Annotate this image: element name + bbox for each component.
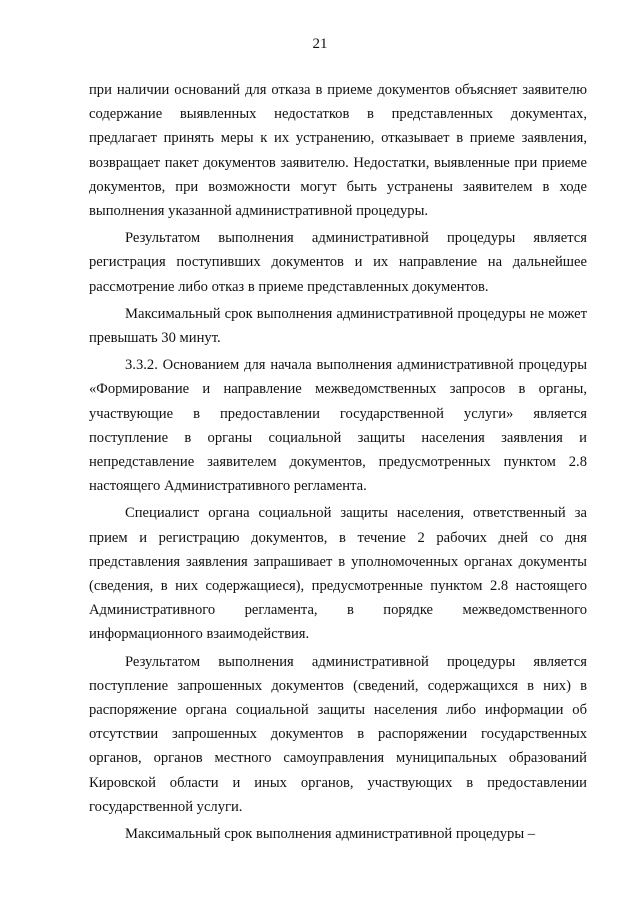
- paragraph-procedure-result-documents: Результатом выполнения административной процедуры является поступление запрошенных документов (сведений, содержащихся в них) в распоряжение органа социальной защиты населения либо информации об отсутствии запрошенных документов в распоряжении государственных органов, органов местного самоуправления муниципальных образований Кировской области и иных органов, участвующих в предоставлении государственной услуги.: [89, 653, 587, 815]
- paragraph-section-3-3-2: 3.3.2. Основанием для начала выполнения административной процедуры «Формирование и направление межведомственных запросов в органы, участвующие в предоставлении государственной услуги» является поступление в органы социальной защиты населения заявления и непредставление заявителем документов, предусмотренных пунктом 2.8 настоящего Административного регламента.: [89, 357, 587, 495]
- paragraph-refusal-continuation: при наличии оснований для отказа в приеме документов объясняет заявителю содержание выявленных недостатков в представленных документах, предлагает принять меры к их устранению, отказывает в приеме заявления, возвращает пакет документов заявителю. Недостатки, выявленные при приеме документов, при возможности могут быть устранены заявителем в ходе выполнения указанной административной процедуры.: [89, 82, 587, 220]
- paragraph-max-time-continued: Максимальный срок выполнения административной процедуры –: [125, 826, 536, 843]
- document-body: [89, 78, 587, 846]
- page-number: 21: [312, 36, 328, 52]
- paragraph-procedure-result-registration: Результатом выполнения административной процедуры является регистрация поступивших документов и их направление на дальнейшее рассмотрение либо отказ в приеме представленных документов.: [89, 230, 587, 295]
- paragraph-max-time-30-minutes: Максимальный срок выполнения административной процедуры не может превышать 30 минут.: [89, 305, 587, 347]
- paragraph-specialist-requests: Специалист органа социальной защиты населения, ответственный за прием и регистрацию документов, в течение 2 рабочих дней со дня представления заявления запрашивает в уполномоченных органах документы (сведения, в них содержащиеся), предусмотренные пунктом 2.8 настоящего Административного регламента, в порядке межведомственного информационного взаимодействия.: [89, 505, 587, 643]
